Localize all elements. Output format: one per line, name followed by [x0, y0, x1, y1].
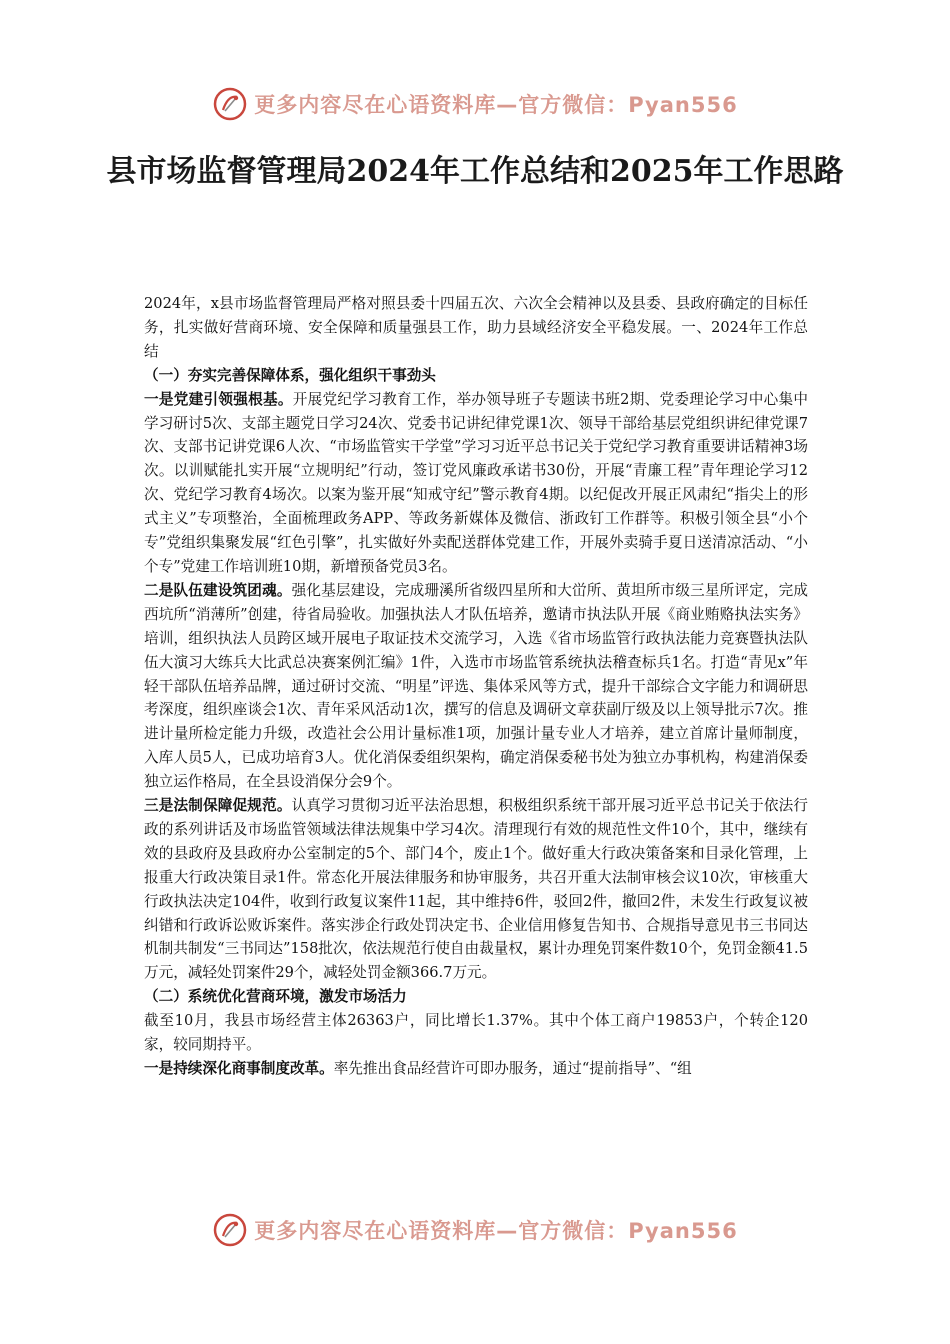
body-paragraph	[144, 1057, 808, 1081]
paragraph-text: 认真学习贯彻习近平法治思想，积极组织系统干部开展习近平总书记关于依法行政的系列讲话及市场监管领域法律法规集中学习4次。清理现行有效的规范性文件10个，其中，继续有效的县政府及县政府办公室制定的5个、部门4个，废止1个。做好重大行政决策备案和目录化管理，上报重大行政决策目录1件。常态化开展法律服务和协审服务，共召开重大法制审核会议10次，审核重大行政执法决定104件，收到行政复议案件11起，其中维持6件，驳回2件，撤回2件，未发生行政复议被纠错和行政诉讼败诉案件。落实涉企行政处罚决定书、企业信用修复告知书、合规指导意见书三书同达机制共制发“三书同达”158批次，依法规范行使自由裁量权，累计办理免罚案件数10个，免罚金额41.5万元，减轻处罚案件29个，减轻处罚金额366.7万元。	[144, 797, 808, 982]
section-heading	[144, 985, 808, 1009]
brand-logo-icon	[212, 86, 248, 122]
brand-logo-icon	[212, 1212, 248, 1248]
section-heading-text: （一）夯实完善保障体系，强化组织干事劲头	[144, 366, 436, 384]
paragraph-text: 率先推出食品经营许可即办服务，通过“提前指导”、“组	[333, 1060, 692, 1077]
paragraph-lead: 一是持续深化商事制度改革。	[144, 1060, 334, 1077]
document-title: 县市场监督管理局2024年工作总结和2025年工作思路	[106, 154, 844, 189]
section-heading-text: （二）系统优化营商环境，激发市场活力	[144, 988, 407, 1006]
paragraph-lead: 二是队伍建设筑团魂。	[144, 581, 292, 599]
paragraph-text: 强化基层建设，完成珊溪所省级四星所和大峃所、黄坦所市级三星所评定，完成西坑所“消薄所”创建，待省局验收。加强执法人才队伍培养，邀请市执法队开展《商业贿赂执法实务》培训，组织执法人员跨区域开展电子取证技术交流学习，入选《省市场监管行政执法能力竞赛暨执法队伍大演习大练兵大比武总决赛案例汇编》1件，入选市市场监管系统执法稽查标兵1名。打造“青见x”年轻干部队伍培养品牌，通过研讨交流、“明星”评选、集体采风等方式，提升干部综合文字能力和调研思考深度，组织座谈会1次、青年采风活动1次，撰写的信息及调研文章获副厅级及以上领导批示7次。推进计量所检定能力升级，改造社会公用计量标准1项，加强计量专业人才培养，建立首席计量师制度，入库人员5人，已成功培育3人。优化消保委组织架构，确定消保委秘书处为独立办事机构，构建消保委独立运作格局，在全县设消保分会9个。	[144, 581, 808, 791]
watermark-banner-bottom	[0, 1210, 950, 1250]
body-paragraph	[144, 579, 808, 794]
paragraph-lead: 三是法制保障促规范。	[144, 797, 292, 815]
section-heading	[144, 364, 808, 388]
watermark-banner-top	[0, 84, 950, 124]
paragraph-lead: 一是党建引领强根基。	[144, 390, 293, 408]
watermark-text: 更多内容尽在心语资料库—官方微信：Pyan556	[254, 1219, 738, 1243]
paragraph-text: 开展党纪学习教育工作，举办领导班子专题读书班2期、党委理论学习中心集中学习研讨5次、支部主题党日学习24次、党委书记讲纪律党课1次、领导干部给基层党组织讲纪律党课7次、支部书记讲党课6人次、“市场监管实干学堂”学习习近平总书记关于党纪学习教育重要讲话精神3场次。以训赋能扎实开展“立规明纪”行动，签订党风廉政承诺书30份，开展“青廉工程”青年理论学习12次、党纪学习教育4场次。以案为鉴开展“知戒守纪”警示教育4期。以纪促改开展正风肃纪“指尖上的形式主义”专项整治，全面梳理政务APP、等政务新媒体及微信、浙政钉工作群等。积极引领全县“小个专”党组织集聚发展“红色引擎”，扎实做好外卖配送群体党建工作，开展外卖骑手夏日送清凉活动、“小个专”党建工作培训班10期，新增预备党员3名。	[144, 390, 808, 575]
body-paragraph: 截至10月，我县市场经营主体26363户，同比增长1.37%。其中个体工商户19853户，个转企120家，较同期持平。	[144, 1012, 808, 1054]
watermark-text: 更多内容尽在心语资料库—官方微信：Pyan556	[254, 93, 738, 117]
body-paragraph	[144, 388, 808, 579]
document-body	[144, 292, 808, 1081]
body-paragraph	[144, 794, 808, 985]
intro-paragraph: 2024年，x县市场监督管理局严格对照县委十四届五次、六次全会精神以及县委、县政府确定的目标任务，扎实做好营商环境、安全保障和质量强县工作，助力县域经济安全平稳发展。一、2024年工作总结	[144, 295, 808, 360]
